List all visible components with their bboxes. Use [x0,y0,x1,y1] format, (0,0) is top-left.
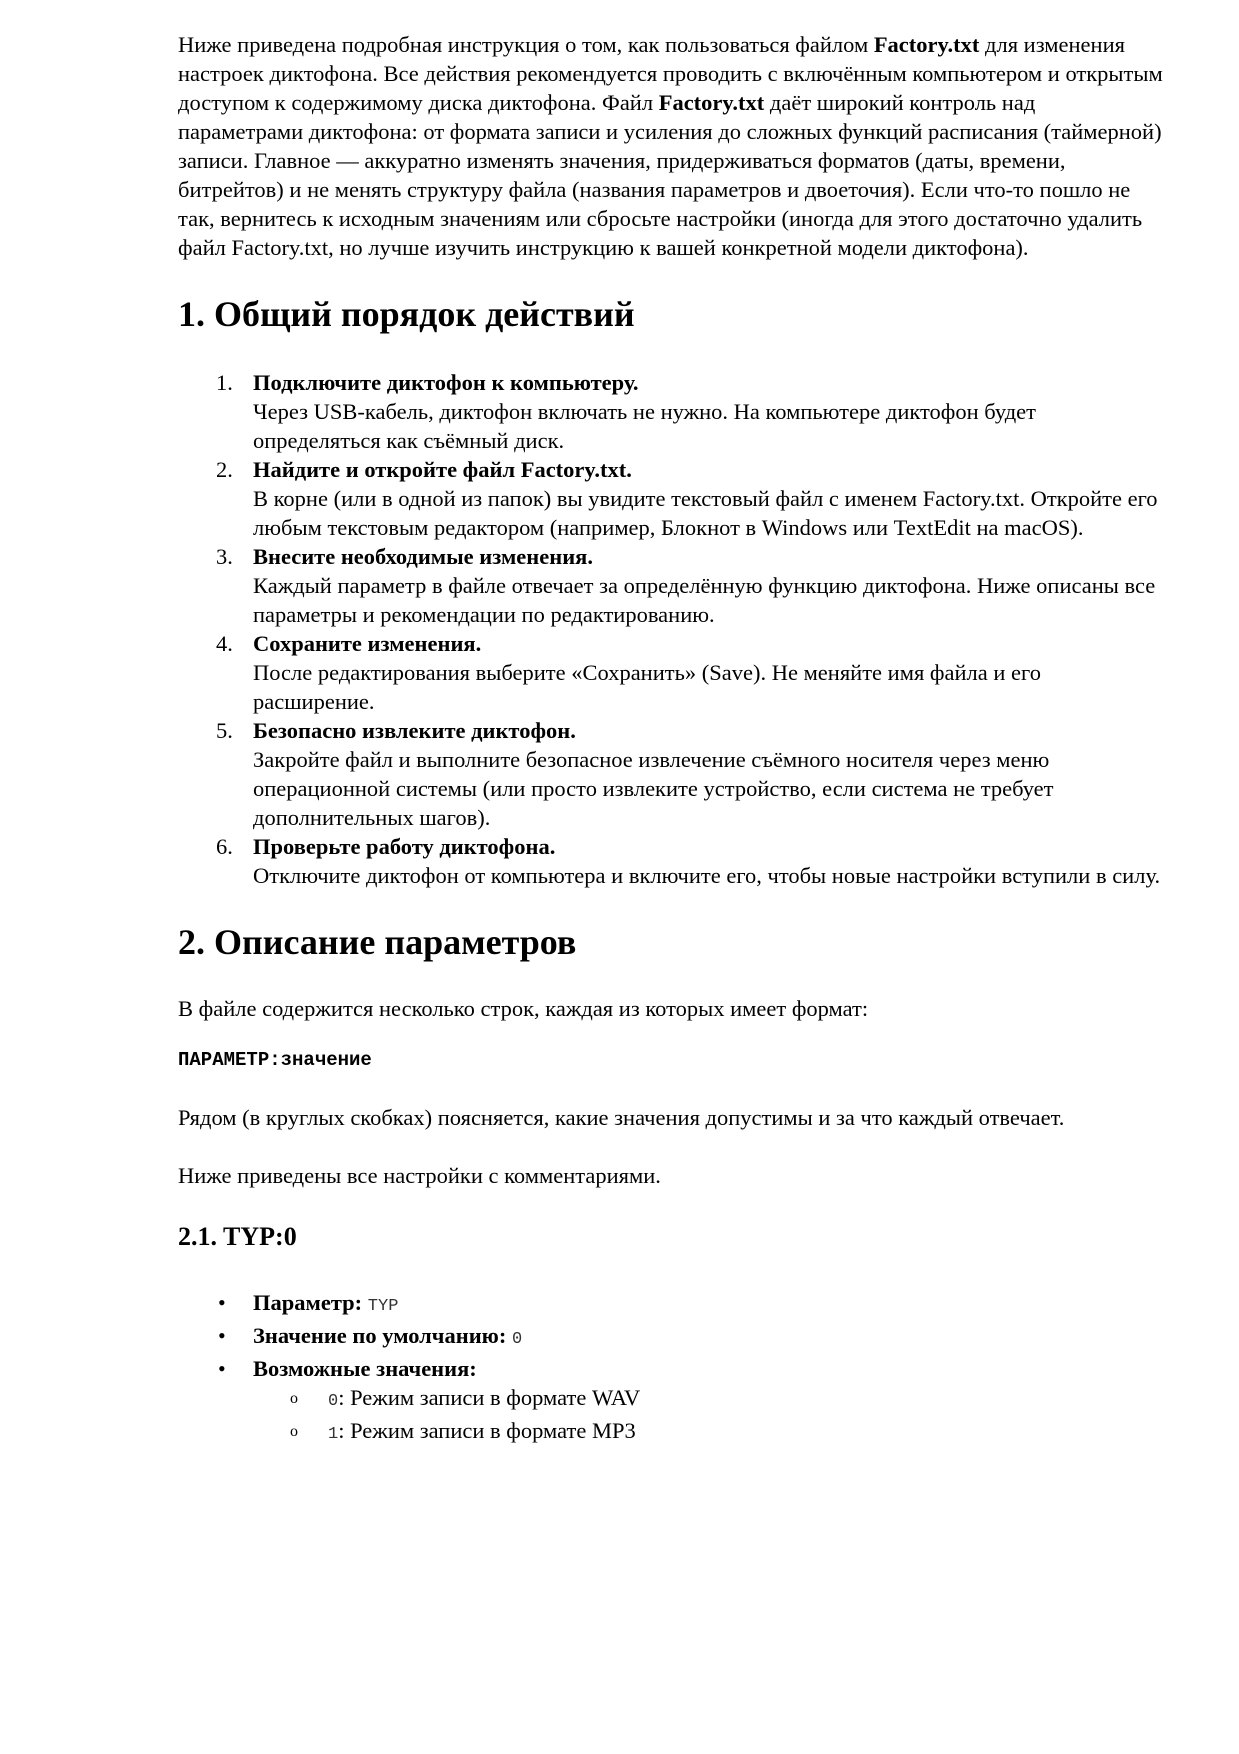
document-page [178,30,1163,1449]
step-title: Внесите необходимые изменения. [253,544,593,569]
list-item [178,542,1163,629]
step-title: Сохраните изменения. [253,631,482,656]
list-item [178,1321,1163,1354]
steps-list [178,368,1163,890]
step-title: Найдите и откройте файл Factory.txt. [253,457,632,482]
format-intro-paragraph: В файле содержится несколько строк, каждая из которых имеет формат: [178,996,869,1021]
param-list [178,1288,1163,1449]
step-text: Каждый параметр в файле отвечает за определённую функцию диктофона. Ниже описаны все параметры и рекомендации по редактированию. [253,573,1156,627]
param-label: Параметр: [253,1290,363,1315]
list-item [178,1288,1163,1321]
bullet-icon: • [218,1356,226,1381]
intro-text-2: для изменения настроек диктофона. Все действия рекомендуется проводить с включённым компьютером и открытым доступом к содержимому диска диктофона. Файл [178,32,1163,115]
list-item [178,629,1163,716]
circle-bullet-icon: o [290,1390,298,1407]
section-1-heading: 1. Общий порядок действий [178,294,635,334]
subsection-2-1-heading: 2.1. TYP:0 [178,1222,297,1251]
step-number: 4. [216,631,233,656]
value-code: 1 [328,1425,339,1444]
bullet-icon: • [218,1290,226,1315]
explanation-paragraph: Рядом (в круглых скобках) поясняется, какие значения допустимы и за что каждый отвечает. [178,1105,1065,1130]
list-item [178,368,1163,455]
step-title: Подключите диктофон к компьютеру. [253,370,639,395]
step-number: 5. [216,718,233,743]
step-number: 1. [216,370,233,395]
bullet-icon: • [218,1323,226,1348]
circle-bullet-icon: o [290,1423,298,1440]
value-description: : Режим записи в формате WAV [338,1385,641,1410]
intro-text-1: Ниже приведена подробная инструкция о том, как пользоваться файлом [178,32,874,57]
step-number: 6. [216,834,233,859]
step-title: Безопасно извлеките диктофон. [253,718,576,743]
value-description: : Режим записи в формате MP3 [338,1418,636,1443]
default-label: Значение по умолчанию: [253,1323,507,1348]
intro-filename-2: Factory.txt [658,90,765,115]
section-2-heading: 2. Описание параметров [178,922,577,962]
list-item [178,1354,1163,1449]
values-label: Возможные значения: [253,1356,477,1381]
intro-filename-1: Factory.txt [873,32,980,57]
step-text: Закройте файл и выполните безопасное извлечение съёмного носителя через меню операционной системы (или просто извлеките устройство, если система не требует дополнительных шагов). [253,747,1054,830]
intro-text-3: даёт широкий контроль над параметрами диктофона: от формата записи и усиления до сложных функций расписания (таймерной) записи. Главное — аккуратно изменять значения, придерживаться форматов (даты, времени, битрейтов) и не менять структуру файла (названия параметров и двоеточия). Если что-то пошло не так, вернитесь к исходным значениям или сбросьте настройки (иногда для этого достаточно удалить файл Factory.txt, но лучше изучить инструкцию к вашей конкретной модели диктофона). [178,90,1162,260]
step-text: Отключите диктофон от компьютера и включите его, чтобы новые настройки вступили в силу. [253,863,1161,888]
step-number: 2. [216,457,233,482]
values-sublist [178,1383,1163,1449]
step-text: После редактирования выберите «Сохранить» (Save). Не меняйте имя файла и его расширение. [253,660,1041,714]
list-item [178,455,1163,542]
settings-intro-paragraph: Ниже приведены все настройки с комментариями. [178,1163,661,1188]
param-value: TYP [367,1297,399,1316]
step-number: 3. [216,544,233,569]
list-item [178,1383,1163,1416]
value-code: 0 [328,1392,339,1411]
format-example: ПАРАМЕТР:значение [178,1049,372,1071]
step-title: Проверьте работу диктофона. [253,834,556,859]
intro-paragraph [178,30,1163,262]
list-item [178,1416,1163,1449]
step-text: В корне (или в одной из папок) вы увидите текстовый файл с именем Factory.txt. Откройте его любым текстовым редактором (например, Блокнот в Windows или TextEdit на macOS). [253,486,1158,540]
list-item [178,716,1163,832]
step-text: Через USB-кабель, диктофон включать не нужно. На компьютере диктофон будет определяться как съёмный диск. [253,399,1036,453]
list-item [178,832,1163,890]
default-value: 0 [511,1330,523,1349]
